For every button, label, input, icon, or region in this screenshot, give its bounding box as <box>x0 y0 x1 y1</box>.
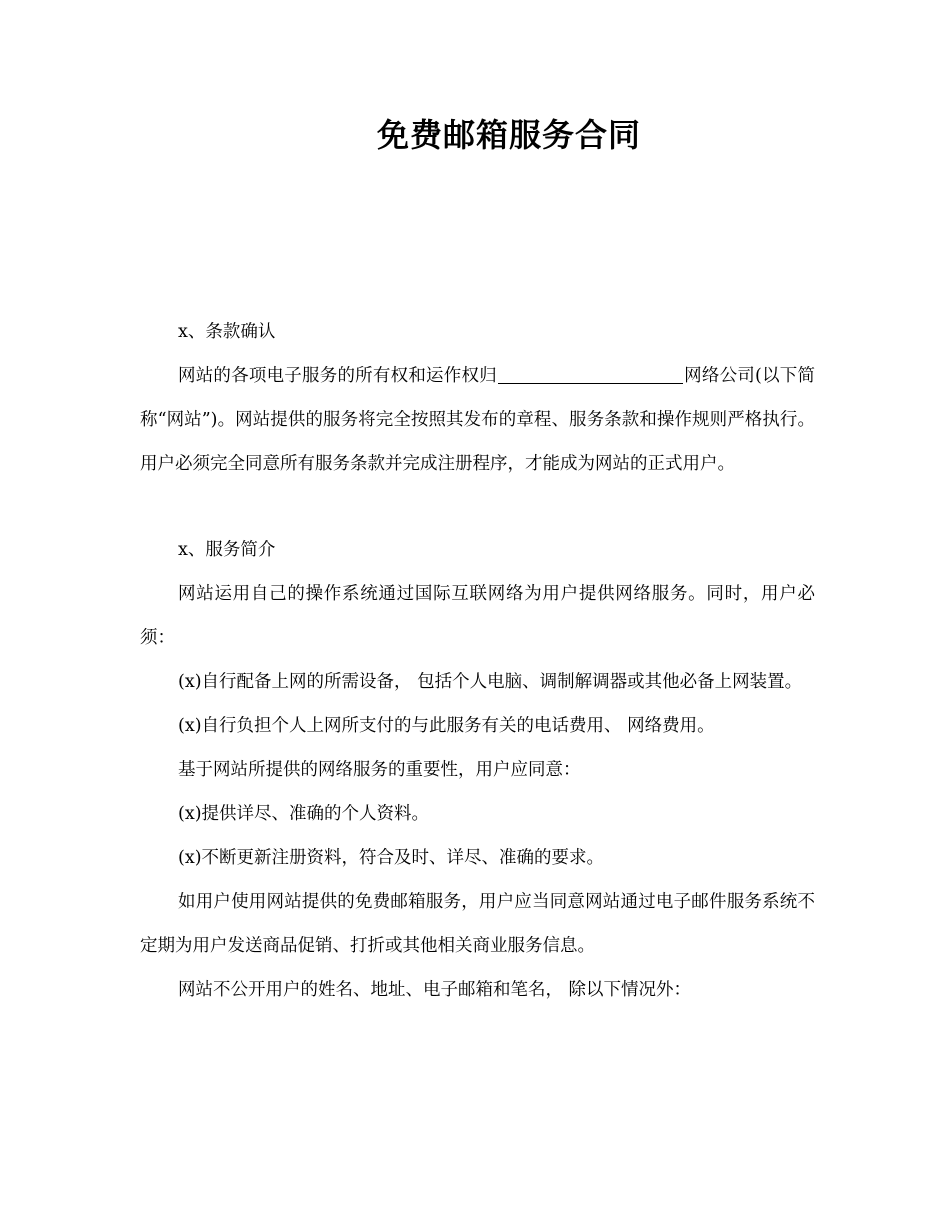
email-promotion-paragraph: 如用户使用网站提供的免费邮箱服务，用户应当同意网站通过电子邮件服务系统不定期为用户发送商品促销、打折或其他相关商业服务信息。 <box>140 892 815 956</box>
ownership-text-end: 网络公司(以下简称“网站”)。网站提供的服务将完全按照其发布的章程、服务条款和操作规则严格执行。用户必须完全同意所有服务条款并完成注册程序，才能成为网站的正式用户。 <box>140 366 816 474</box>
agreement-item-update: (x)不断更新注册资料，符合及时、详尽、准确的要求。 <box>178 848 605 868</box>
ownership-text-start: 网站的各项电子服务的所有权和运作权归 <box>178 366 497 386</box>
agreement-intro-paragraph: 基于网站所提供的网络服务的重要性，用户应同意： <box>178 760 581 780</box>
requirement-item-equipment: (x)自行配备上网的所需设备， 包括个人电脑、调制解调器或其他必备上网装置。 <box>178 672 803 692</box>
privacy-paragraph: 网站不公开用户的姓名、地址、电子邮箱和笔名， 除以下情况外： <box>178 980 692 1000</box>
document-body <box>140 310 815 1012</box>
section-heading-service: x、服务简介 <box>178 540 276 560</box>
section-spacer <box>140 486 815 528</box>
agreement-item-details: (x)提供详尽、准确的个人资料。 <box>178 804 430 824</box>
section-heading-terms: x、条款确认 <box>178 322 276 342</box>
document-title: 免费邮箱服务合同 <box>376 116 641 154</box>
requirement-item-fees: (x)自行负担个人上网所支付的与此服务有关的电话费用、 网络费用。 <box>178 716 715 736</box>
company-name-blank <box>498 363 683 384</box>
ownership-paragraph <box>140 354 815 486</box>
service-intro-paragraph: 网站运用自己的操作系统通过国际互联网络为用户提供网络服务。同时，用户必须： <box>140 584 815 648</box>
